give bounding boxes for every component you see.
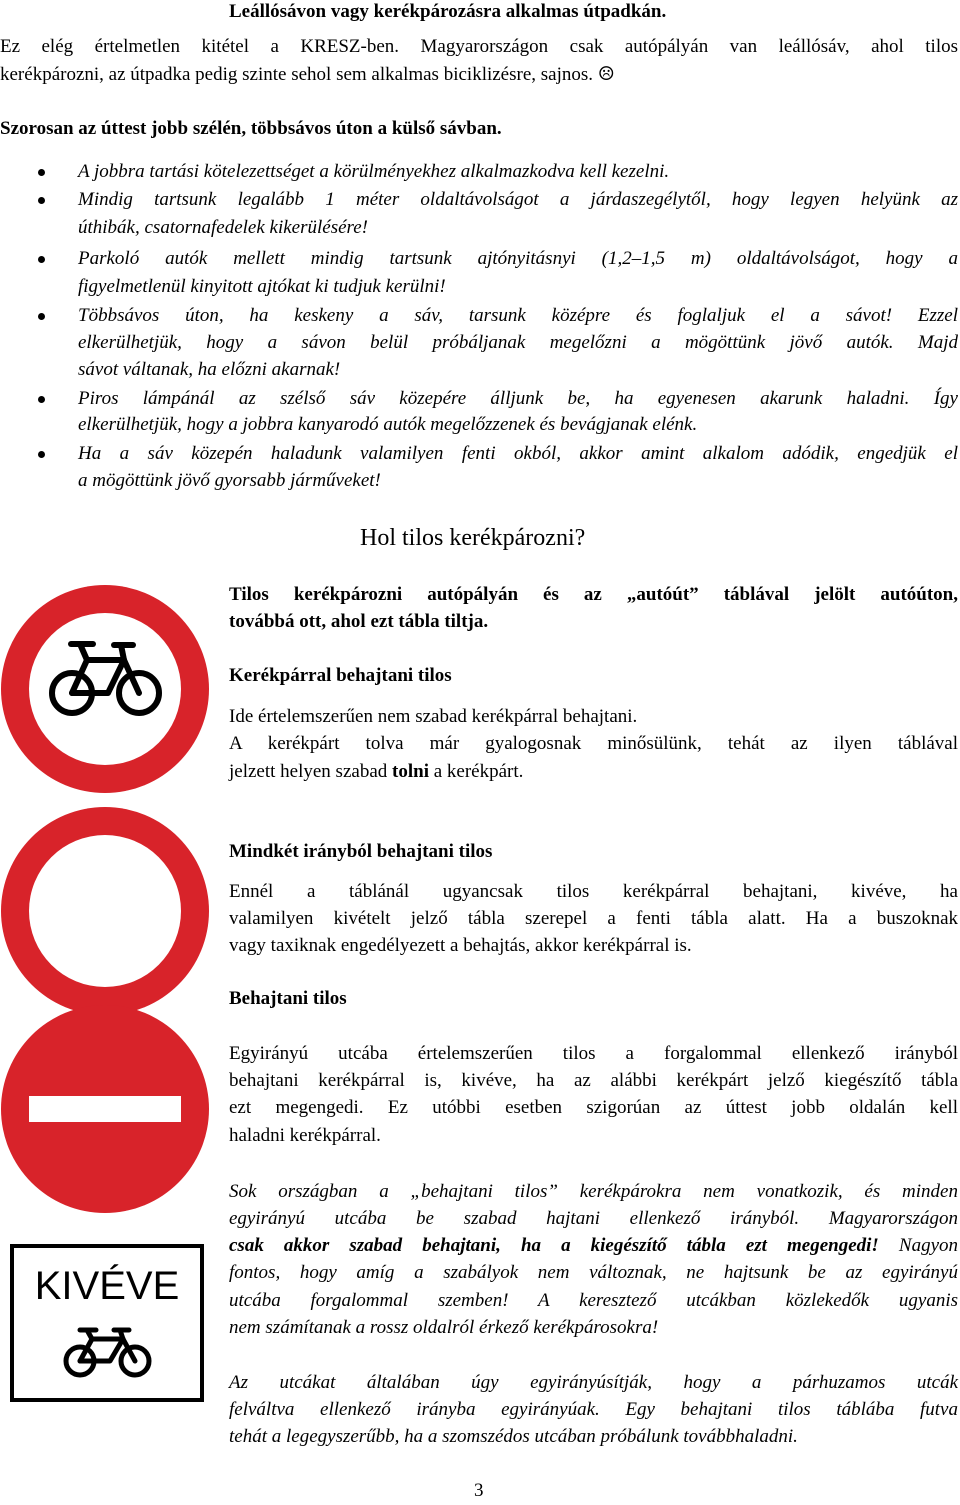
- bullet-dot: [38, 169, 45, 176]
- italic1-line-3: [229, 1232, 958, 1260]
- sign1-line-2: A kerékpárt tolva már gyalogosnak minősülünk, tehát az ilyen táblával: [229, 733, 958, 754]
- kiveve-text: KIVÉVE: [34, 1264, 180, 1308]
- italic1-line-6: nem számítanak a rossz oldalról érkező kerékpárosokra!: [229, 1317, 659, 1338]
- tilos-intro-line-2: továbbá ott, ahol ezt tábla tiltja.: [229, 611, 489, 632]
- section-title: Hol tilos kerékpározni?: [360, 525, 586, 551]
- bullet-6-line-2: a mögöttünk jövő gyorsabb járműveket!: [78, 470, 381, 491]
- page-number: 3: [474, 1480, 484, 1501]
- italic1-line-2: egyirányú utcába be szabad hajtani ellenkező irányból. Magyarországon: [229, 1208, 958, 1229]
- sign1-heading: Kerékpárral behajtani tilos: [229, 665, 452, 686]
- no-bicycles-sign: [0, 584, 210, 794]
- sign2-line-2: valamilyen kivételt jelző tábla szerepel a fenti tábla alatt. Ha a buszoknak: [229, 908, 958, 929]
- sign2-line-1: Ennél a táblánál ugyancsak tilos kerékpárral behajtani, kivéve, ha: [229, 881, 958, 902]
- bicycle-icon: [62, 1326, 154, 1380]
- italic1-line-5: utcába forgalommal szemben! A keresztező utcákban közlekedők ugyanis: [229, 1290, 958, 1311]
- section-heading-shoulder: Leállósávon vagy kerékpározásra alkalmas útpadkán.: [229, 1, 667, 22]
- kiveve-supplementary-sign: [10, 1244, 204, 1402]
- sign3-line-2: behajtani kerékpárral is, kivéve, ha az alábbi kerékpárt jelző kiegészítő tábla: [229, 1070, 958, 1091]
- italic1-line-1: Sok országban a „behajtani tilos” kerékpárokra nem vonatkozik, és minden: [229, 1181, 958, 1202]
- bullet-4-line-2: elkerülhetjük, hogy a sávon belül próbáljanak megelőzni a mögöttünk jövő autók. Majd: [78, 332, 958, 353]
- italic1-line-3-bold: csak akkor szabad behajtani, ha a kiegészítő tábla ezt megengedi!: [229, 1235, 879, 1256]
- bullet-dot: [38, 256, 45, 263]
- italic2-line-3: tehát a legegyszerűbb, ha a szomszédos utcában próbálunk továbbhaladni.: [229, 1426, 798, 1447]
- bullet-3-line-2: figyelmetlenül kinyitott ajtókat ki tudjuk kerülni!: [78, 276, 446, 297]
- italic2-line-1: Az utcákat általában úgy egyirányúsítják, hogy a párhuzamos utcák: [229, 1372, 958, 1393]
- subheading-right-edge: Szorosan az úttest jobb szélén, többsávos úton a külső sávban.: [0, 118, 502, 139]
- sign2-line-3: vagy taxiknak engedélyezett a behajtás, akkor kerékpárral is.: [229, 935, 692, 956]
- bullet-4-line-3: sávot váltanak, ha előzni akarnak!: [78, 359, 341, 380]
- bullet-1-line-1: A jobbra tartási kötelezettséget a körülményekhez alkalmazkodva kell kezelni.: [78, 161, 670, 182]
- bullet-dot: [38, 396, 45, 403]
- sign3-heading: Behajtani tilos: [229, 988, 347, 1009]
- italic1-line-4: fontos, hogy amíg a szabályok nem változnak, ne hajtsunk be az egyirányú: [229, 1262, 958, 1283]
- bullet-2-line-1: Mindig tartsunk legalább 1 méter oldaltávolságot a járdaszegélytől, hogy legyen helyünk az: [78, 189, 958, 210]
- tilos-intro-line-1: Tilos kerékpározni autópályán és az „autóút” táblával jelölt autóúton,: [229, 584, 958, 605]
- sign1-line-3: [229, 758, 523, 786]
- bullet-3-line-1: Parkoló autók mellett mindig tartsunk ajtónyitásnyi (1,2–1,5 m) oldaltávolságot, hogy a: [78, 248, 958, 269]
- intro-line-1: Ez elég értelmetlen kitétel a KRESZ-ben. Magyarországon csak autópályán van leállósáv, ahol tilos: [0, 36, 958, 57]
- bullet-4-line-1: Többsávos úton, ha keskeny a sáv, tarsunk középre és foglaljuk el a sávot! Ezzel: [78, 305, 958, 326]
- bullet-5-line-2: elkerülhetjük, hogy a jobbra kanyarodó autók megelőzzenek és bevágjanak elénk.: [78, 414, 698, 435]
- bullet-dot: [38, 451, 45, 458]
- italic1-line-3-rest: Nagyon: [878, 1235, 959, 1256]
- sign1-line-3-bold: tolni: [392, 761, 429, 782]
- sign2-heading: Mindkét irányból behajtani tilos: [229, 841, 493, 862]
- sign3-line-1: Egyirányú utcába értelemszerűen tilos a forgalommal ellenkező irányból: [229, 1043, 958, 1064]
- bullet-5-line-1: Piros lámpánál az szélső sáv közepére álljunk be, ha egyenesen akarunk haladni. Így: [78, 388, 958, 409]
- no-entry-sign: [0, 1004, 210, 1214]
- intro-line-2: kerékpározni, az útpadka pedig szinte sehol sem alkalmas biciklizésre, sajnos. ☹: [0, 64, 615, 85]
- bullet-dot: [38, 197, 45, 204]
- sign1-line-3-after: a kerékpárt.: [428, 761, 524, 782]
- sign3-line-3: ezt megengedi. Ez utóbbi esetben szigorúan az úttest jobb oldalán kell: [229, 1097, 958, 1118]
- sign1-line-1: Ide értelemszerűen nem szabad kerékpárral behajtani.: [229, 706, 638, 727]
- no-vehicles-sign: [0, 806, 210, 1016]
- sign1-line-3-before: jelzett helyen szabad: [229, 761, 393, 782]
- italic2-line-2: felváltva ellenkező irányba egyirányúak. Egy behajtani tilos táblába futva: [229, 1399, 958, 1420]
- bullet-2-line-2: úthibák, csatornafedelek kikerülésére!: [78, 217, 368, 238]
- sign3-line-4: haladni kerékpárral.: [229, 1125, 381, 1146]
- bullet-6-line-1: Ha a sáv közepén haladunk valamilyen fenti okból, akkor amint alkalom adódik, engedjük el: [78, 443, 958, 464]
- bullet-dot: [38, 313, 45, 320]
